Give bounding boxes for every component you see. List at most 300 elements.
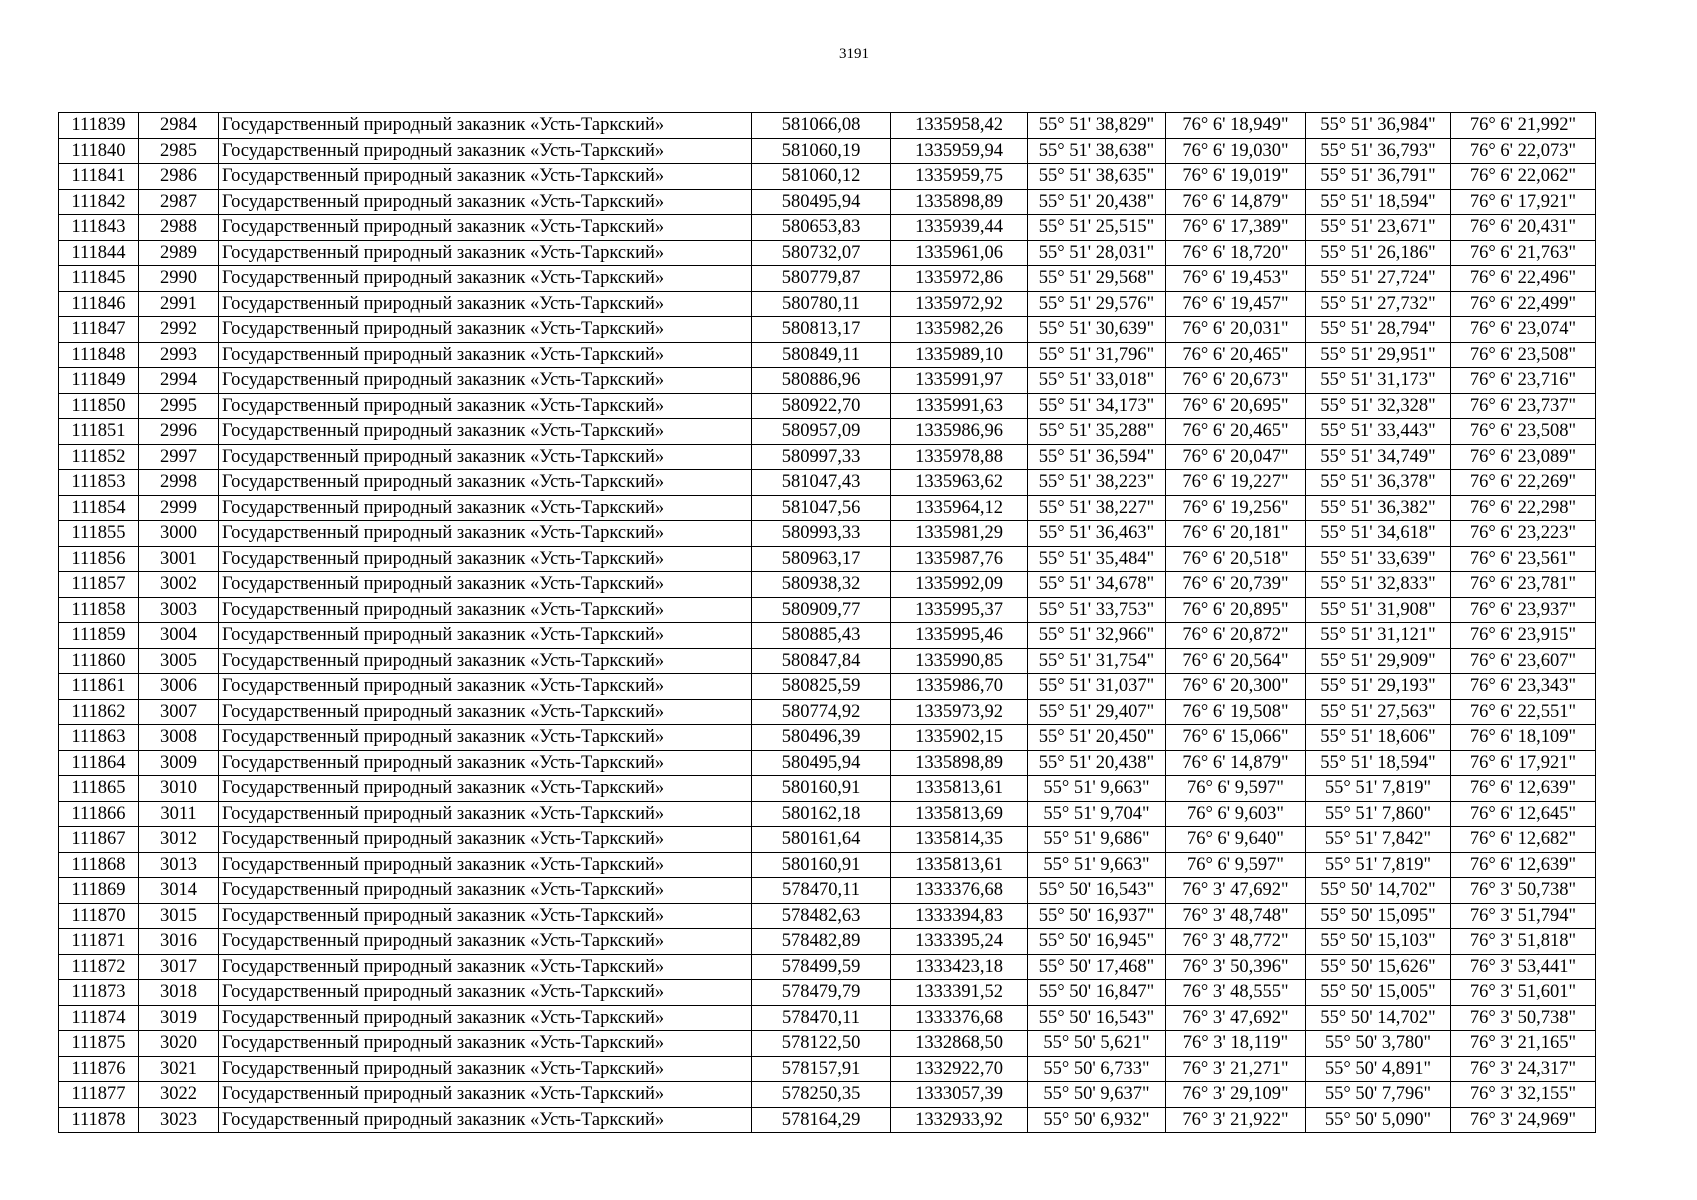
cell-object-id: 111842 bbox=[59, 189, 139, 215]
table-row bbox=[59, 1107, 1596, 1133]
cell-x-coordinate: 578122,50 bbox=[752, 1031, 891, 1057]
cell-latitude-2: 55° 50' 15,005" bbox=[1306, 980, 1451, 1006]
cell-latitude-1: 55° 51' 29,576" bbox=[1028, 291, 1166, 317]
cell-longitude-1: 76° 3' 48,555" bbox=[1166, 980, 1306, 1006]
cell-point-number: 2988 bbox=[139, 215, 219, 241]
table-row bbox=[59, 444, 1596, 470]
cell-object-id: 111859 bbox=[59, 623, 139, 649]
cell-latitude-1: 55° 51' 35,484" bbox=[1028, 546, 1166, 572]
cell-point-number: 3019 bbox=[139, 1005, 219, 1031]
cell-object-name: Государственный природный заказник «Усть-Таркский» bbox=[219, 393, 752, 419]
cell-longitude-2: 76° 6' 17,921" bbox=[1451, 189, 1596, 215]
cell-x-coordinate: 578157,91 bbox=[752, 1056, 891, 1082]
cell-x-coordinate: 581060,12 bbox=[752, 164, 891, 190]
cell-latitude-1: 55° 51' 32,966" bbox=[1028, 623, 1166, 649]
table-row bbox=[59, 138, 1596, 164]
cell-y-coordinate: 1335981,29 bbox=[891, 521, 1028, 547]
cell-latitude-1: 55° 51' 33,018" bbox=[1028, 368, 1166, 394]
table-row bbox=[59, 495, 1596, 521]
cell-y-coordinate: 1335986,96 bbox=[891, 419, 1028, 445]
cell-point-number: 3018 bbox=[139, 980, 219, 1006]
cell-object-name: Государственный природный заказник «Усть-Таркский» bbox=[219, 138, 752, 164]
cell-longitude-2: 76° 6' 23,937" bbox=[1451, 597, 1596, 623]
cell-object-name: Государственный природный заказник «Усть-Таркский» bbox=[219, 113, 752, 139]
cell-latitude-2: 55° 51' 7,819" bbox=[1306, 852, 1451, 878]
cell-point-number: 3015 bbox=[139, 903, 219, 929]
table-row bbox=[59, 393, 1596, 419]
cell-latitude-1: 55° 51' 31,754" bbox=[1028, 648, 1166, 674]
cell-y-coordinate: 1335992,09 bbox=[891, 572, 1028, 598]
cell-longitude-2: 76° 6' 22,499" bbox=[1451, 291, 1596, 317]
cell-object-id: 111857 bbox=[59, 572, 139, 598]
cell-y-coordinate: 1335963,62 bbox=[891, 470, 1028, 496]
cell-latitude-1: 55° 50' 6,733" bbox=[1028, 1056, 1166, 1082]
cell-object-id: 111852 bbox=[59, 444, 139, 470]
cell-x-coordinate: 580161,64 bbox=[752, 827, 891, 853]
cell-latitude-1: 55° 51' 20,438" bbox=[1028, 189, 1166, 215]
cell-latitude-2: 55° 51' 23,671" bbox=[1306, 215, 1451, 241]
cell-point-number: 3013 bbox=[139, 852, 219, 878]
cell-longitude-1: 76° 6' 9,603" bbox=[1166, 801, 1306, 827]
cell-latitude-1: 55° 51' 30,639" bbox=[1028, 317, 1166, 343]
cell-latitude-1: 55° 51' 38,223" bbox=[1028, 470, 1166, 496]
table-row bbox=[59, 1005, 1596, 1031]
cell-object-id: 111864 bbox=[59, 750, 139, 776]
cell-object-name: Государственный природный заказник «Усть-Таркский» bbox=[219, 1107, 752, 1133]
cell-latitude-2: 55° 51' 34,618" bbox=[1306, 521, 1451, 547]
cell-object-name: Государственный природный заказник «Усть-Таркский» bbox=[219, 878, 752, 904]
cell-x-coordinate: 580909,77 bbox=[752, 597, 891, 623]
cell-object-id: 111855 bbox=[59, 521, 139, 547]
cell-point-number: 3011 bbox=[139, 801, 219, 827]
cell-x-coordinate: 580653,83 bbox=[752, 215, 891, 241]
cell-object-id: 111858 bbox=[59, 597, 139, 623]
cell-x-coordinate: 580957,09 bbox=[752, 419, 891, 445]
cell-object-id: 111869 bbox=[59, 878, 139, 904]
cell-point-number: 2984 bbox=[139, 113, 219, 139]
cell-object-id: 111873 bbox=[59, 980, 139, 1006]
cell-longitude-2: 76° 3' 51,601" bbox=[1451, 980, 1596, 1006]
cell-longitude-2: 76° 3' 53,441" bbox=[1451, 954, 1596, 980]
table-row bbox=[59, 1056, 1596, 1082]
cell-object-id: 111854 bbox=[59, 495, 139, 521]
cell-point-number: 3000 bbox=[139, 521, 219, 547]
cell-latitude-1: 55° 51' 34,173" bbox=[1028, 393, 1166, 419]
cell-longitude-2: 76° 3' 24,969" bbox=[1451, 1107, 1596, 1133]
page-number: 3191 bbox=[839, 46, 869, 62]
cell-object-name: Государственный природный заказник «Усть-Таркский» bbox=[219, 1031, 752, 1057]
cell-longitude-2: 76° 6' 23,716" bbox=[1451, 368, 1596, 394]
cell-y-coordinate: 1333376,68 bbox=[891, 1005, 1028, 1031]
table-row bbox=[59, 470, 1596, 496]
cell-object-id: 111870 bbox=[59, 903, 139, 929]
cell-object-name: Государственный природный заказник «Усть-Таркский» bbox=[219, 546, 752, 572]
table-row bbox=[59, 1082, 1596, 1108]
cell-object-id: 111863 bbox=[59, 725, 139, 751]
cell-y-coordinate: 1335902,15 bbox=[891, 725, 1028, 751]
cell-point-number: 2990 bbox=[139, 266, 219, 292]
cell-longitude-2: 76° 6' 23,607" bbox=[1451, 648, 1596, 674]
cell-point-number: 3009 bbox=[139, 750, 219, 776]
cell-point-number: 3010 bbox=[139, 776, 219, 802]
cell-y-coordinate: 1335813,61 bbox=[891, 852, 1028, 878]
cell-longitude-1: 76° 6' 20,518" bbox=[1166, 546, 1306, 572]
cell-y-coordinate: 1335986,70 bbox=[891, 674, 1028, 700]
cell-longitude-1: 76° 6' 20,695" bbox=[1166, 393, 1306, 419]
cell-point-number: 2985 bbox=[139, 138, 219, 164]
table-row bbox=[59, 648, 1596, 674]
cell-latitude-2: 55° 51' 33,639" bbox=[1306, 546, 1451, 572]
cell-point-number: 3002 bbox=[139, 572, 219, 598]
cell-object-name: Государственный природный заказник «Усть-Таркский» bbox=[219, 623, 752, 649]
cell-object-name: Государственный природный заказник «Усть-Таркский» bbox=[219, 852, 752, 878]
cell-latitude-1: 55° 51' 34,678" bbox=[1028, 572, 1166, 598]
cell-x-coordinate: 580779,87 bbox=[752, 266, 891, 292]
cell-point-number: 3012 bbox=[139, 827, 219, 853]
cell-x-coordinate: 580849,11 bbox=[752, 342, 891, 368]
cell-y-coordinate: 1333391,52 bbox=[891, 980, 1028, 1006]
cell-latitude-2: 55° 50' 4,891" bbox=[1306, 1056, 1451, 1082]
cell-longitude-2: 76° 6' 12,645" bbox=[1451, 801, 1596, 827]
cell-longitude-2: 76° 3' 24,317" bbox=[1451, 1056, 1596, 1082]
cell-latitude-2: 55° 51' 36,382" bbox=[1306, 495, 1451, 521]
cell-latitude-1: 55° 50' 16,847" bbox=[1028, 980, 1166, 1006]
cell-object-id: 111849 bbox=[59, 368, 139, 394]
cell-latitude-2: 55° 51' 32,328" bbox=[1306, 393, 1451, 419]
cell-x-coordinate: 578470,11 bbox=[752, 1005, 891, 1031]
cell-longitude-1: 76° 6' 9,597" bbox=[1166, 852, 1306, 878]
cell-longitude-2: 76° 6' 23,561" bbox=[1451, 546, 1596, 572]
cell-longitude-2: 76° 6' 12,639" bbox=[1451, 776, 1596, 802]
cell-object-id: 111848 bbox=[59, 342, 139, 368]
cell-point-number: 2997 bbox=[139, 444, 219, 470]
cell-longitude-1: 76° 3' 18,119" bbox=[1166, 1031, 1306, 1057]
cell-point-number: 3003 bbox=[139, 597, 219, 623]
cell-y-coordinate: 1333394,83 bbox=[891, 903, 1028, 929]
cell-object-name: Государственный природный заказник «Усть-Таркский» bbox=[219, 725, 752, 751]
cell-x-coordinate: 581060,19 bbox=[752, 138, 891, 164]
table-row bbox=[59, 852, 1596, 878]
cell-object-id: 111861 bbox=[59, 674, 139, 700]
cell-longitude-1: 76° 6' 20,872" bbox=[1166, 623, 1306, 649]
cell-longitude-1: 76° 6' 20,047" bbox=[1166, 444, 1306, 470]
cell-object-name: Государственный природный заказник «Усть-Таркский» bbox=[219, 495, 752, 521]
cell-object-name: Государственный природный заказник «Усть-Таркский» bbox=[219, 648, 752, 674]
cell-x-coordinate: 580886,96 bbox=[752, 368, 891, 394]
cell-x-coordinate: 580922,70 bbox=[752, 393, 891, 419]
table-row bbox=[59, 164, 1596, 190]
cell-latitude-1: 55° 51' 36,594" bbox=[1028, 444, 1166, 470]
table-row bbox=[59, 1031, 1596, 1057]
cell-latitude-2: 55° 51' 33,443" bbox=[1306, 419, 1451, 445]
cell-longitude-2: 76° 6' 23,737" bbox=[1451, 393, 1596, 419]
table-row bbox=[59, 954, 1596, 980]
cell-longitude-2: 76° 6' 22,073" bbox=[1451, 138, 1596, 164]
cell-point-number: 3006 bbox=[139, 674, 219, 700]
cell-object-id: 111871 bbox=[59, 929, 139, 955]
cell-y-coordinate: 1335982,26 bbox=[891, 317, 1028, 343]
cell-latitude-1: 55° 51' 38,635" bbox=[1028, 164, 1166, 190]
cell-y-coordinate: 1335898,89 bbox=[891, 189, 1028, 215]
cell-y-coordinate: 1335978,88 bbox=[891, 444, 1028, 470]
cell-object-id: 111856 bbox=[59, 546, 139, 572]
cell-x-coordinate: 580496,39 bbox=[752, 725, 891, 751]
cell-object-name: Государственный природный заказник «Усть-Таркский» bbox=[219, 929, 752, 955]
cell-object-name: Государственный природный заказник «Усть-Таркский» bbox=[219, 674, 752, 700]
cell-longitude-2: 76° 6' 21,763" bbox=[1451, 240, 1596, 266]
cell-point-number: 2994 bbox=[139, 368, 219, 394]
coordinates-table bbox=[58, 112, 1596, 1133]
cell-object-name: Государственный природный заказник «Усть-Таркский» bbox=[219, 342, 752, 368]
cell-y-coordinate: 1333423,18 bbox=[891, 954, 1028, 980]
cell-latitude-2: 55° 51' 28,794" bbox=[1306, 317, 1451, 343]
cell-y-coordinate: 1332933,92 bbox=[891, 1107, 1028, 1133]
cell-x-coordinate: 580938,32 bbox=[752, 572, 891, 598]
cell-longitude-2: 76° 6' 22,269" bbox=[1451, 470, 1596, 496]
cell-object-id: 111860 bbox=[59, 648, 139, 674]
cell-latitude-2: 55° 50' 15,095" bbox=[1306, 903, 1451, 929]
cell-object-name: Государственный природный заказник «Усть-Таркский» bbox=[219, 521, 752, 547]
cell-longitude-2: 76° 6' 23,781" bbox=[1451, 572, 1596, 598]
cell-longitude-2: 76° 6' 12,639" bbox=[1451, 852, 1596, 878]
cell-longitude-2: 76° 3' 51,794" bbox=[1451, 903, 1596, 929]
cell-longitude-1: 76° 3' 50,396" bbox=[1166, 954, 1306, 980]
cell-longitude-1: 76° 6' 14,879" bbox=[1166, 189, 1306, 215]
cell-object-id: 111840 bbox=[59, 138, 139, 164]
cell-longitude-1: 76° 6' 20,181" bbox=[1166, 521, 1306, 547]
cell-latitude-1: 55° 51' 20,438" bbox=[1028, 750, 1166, 776]
cell-object-name: Государственный природный заказник «Усть-Таркский» bbox=[219, 1056, 752, 1082]
cell-longitude-1: 76° 3' 29,109" bbox=[1166, 1082, 1306, 1108]
table-row bbox=[59, 801, 1596, 827]
cell-object-name: Государственный природный заказник «Усть-Таркский» bbox=[219, 215, 752, 241]
table-row bbox=[59, 521, 1596, 547]
cell-y-coordinate: 1333395,24 bbox=[891, 929, 1028, 955]
cell-longitude-1: 76° 3' 21,922" bbox=[1166, 1107, 1306, 1133]
cell-point-number: 2996 bbox=[139, 419, 219, 445]
cell-x-coordinate: 578470,11 bbox=[752, 878, 891, 904]
cell-point-number: 2993 bbox=[139, 342, 219, 368]
cell-object-name: Государственный природный заказник «Усть-Таркский» bbox=[219, 1082, 752, 1108]
cell-longitude-2: 76° 6' 17,921" bbox=[1451, 750, 1596, 776]
cell-longitude-2: 76° 6' 23,089" bbox=[1451, 444, 1596, 470]
cell-latitude-2: 55° 51' 31,173" bbox=[1306, 368, 1451, 394]
cell-object-name: Государственный природный заказник «Усть-Таркский» bbox=[219, 750, 752, 776]
table-row bbox=[59, 240, 1596, 266]
cell-latitude-1: 55° 51' 38,638" bbox=[1028, 138, 1166, 164]
cell-x-coordinate: 580825,59 bbox=[752, 674, 891, 700]
cell-object-id: 111851 bbox=[59, 419, 139, 445]
cell-object-name: Государственный природный заказник «Усть-Таркский» bbox=[219, 954, 752, 980]
cell-point-number: 3014 bbox=[139, 878, 219, 904]
cell-x-coordinate: 578164,29 bbox=[752, 1107, 891, 1133]
cell-longitude-1: 76° 3' 48,772" bbox=[1166, 929, 1306, 955]
cell-longitude-1: 76° 3' 21,271" bbox=[1166, 1056, 1306, 1082]
cell-object-id: 111847 bbox=[59, 317, 139, 343]
cell-latitude-2: 55° 51' 29,193" bbox=[1306, 674, 1451, 700]
cell-object-id: 111845 bbox=[59, 266, 139, 292]
cell-longitude-1: 76° 3' 47,692" bbox=[1166, 878, 1306, 904]
cell-latitude-1: 55° 51' 29,407" bbox=[1028, 699, 1166, 725]
cell-latitude-1: 55° 50' 9,637" bbox=[1028, 1082, 1166, 1108]
cell-latitude-1: 55° 51' 25,515" bbox=[1028, 215, 1166, 241]
table-row bbox=[59, 903, 1596, 929]
cell-x-coordinate: 578482,89 bbox=[752, 929, 891, 955]
cell-latitude-2: 55° 51' 34,749" bbox=[1306, 444, 1451, 470]
cell-longitude-2: 76° 3' 50,738" bbox=[1451, 878, 1596, 904]
cell-object-id: 111878 bbox=[59, 1107, 139, 1133]
cell-latitude-2: 55° 50' 5,090" bbox=[1306, 1107, 1451, 1133]
cell-longitude-1: 76° 6' 19,227" bbox=[1166, 470, 1306, 496]
cell-latitude-1: 55° 51' 9,686" bbox=[1028, 827, 1166, 853]
table-row bbox=[59, 699, 1596, 725]
cell-longitude-2: 76° 6' 18,109" bbox=[1451, 725, 1596, 751]
cell-latitude-2: 55° 51' 36,378" bbox=[1306, 470, 1451, 496]
cell-latitude-2: 55° 51' 36,793" bbox=[1306, 138, 1451, 164]
cell-x-coordinate: 581047,56 bbox=[752, 495, 891, 521]
cell-object-id: 111862 bbox=[59, 699, 139, 725]
cell-object-name: Государственный природный заказник «Усть-Таркский» bbox=[219, 980, 752, 1006]
cell-object-id: 111875 bbox=[59, 1031, 139, 1057]
table-row bbox=[59, 419, 1596, 445]
cell-latitude-2: 55° 51' 7,860" bbox=[1306, 801, 1451, 827]
table-row bbox=[59, 878, 1596, 904]
cell-latitude-2: 55° 51' 7,819" bbox=[1306, 776, 1451, 802]
cell-object-id: 111846 bbox=[59, 291, 139, 317]
cell-longitude-1: 76° 6' 19,030" bbox=[1166, 138, 1306, 164]
cell-point-number: 2999 bbox=[139, 495, 219, 521]
cell-latitude-1: 55° 51' 38,829" bbox=[1028, 113, 1166, 139]
cell-y-coordinate: 1335972,86 bbox=[891, 266, 1028, 292]
cell-longitude-1: 76° 6' 15,066" bbox=[1166, 725, 1306, 751]
cell-object-name: Государственный природный заказник «Усть-Таркский» bbox=[219, 776, 752, 802]
cell-longitude-2: 76° 6' 22,062" bbox=[1451, 164, 1596, 190]
cell-object-name: Государственный природный заказник «Усть-Таркский» bbox=[219, 240, 752, 266]
cell-longitude-2: 76° 3' 51,818" bbox=[1451, 929, 1596, 955]
cell-y-coordinate: 1335972,92 bbox=[891, 291, 1028, 317]
cell-object-name: Государственный природный заказник «Усть-Таркский» bbox=[219, 1005, 752, 1031]
cell-point-number: 3008 bbox=[139, 725, 219, 751]
cell-longitude-2: 76° 6' 12,682" bbox=[1451, 827, 1596, 853]
cell-y-coordinate: 1335973,92 bbox=[891, 699, 1028, 725]
cell-object-name: Государственный природный заказник «Усть-Таркский» bbox=[219, 419, 752, 445]
cell-object-name: Государственный природный заказник «Усть-Таркский» bbox=[219, 699, 752, 725]
cell-longitude-1: 76° 6' 17,389" bbox=[1166, 215, 1306, 241]
cell-longitude-1: 76° 6' 19,019" bbox=[1166, 164, 1306, 190]
table-row bbox=[59, 827, 1596, 853]
cell-y-coordinate: 1335991,97 bbox=[891, 368, 1028, 394]
cell-y-coordinate: 1335813,69 bbox=[891, 801, 1028, 827]
cell-latitude-1: 55° 50' 16,543" bbox=[1028, 1005, 1166, 1031]
cell-x-coordinate: 578479,79 bbox=[752, 980, 891, 1006]
cell-latitude-1: 55° 51' 31,796" bbox=[1028, 342, 1166, 368]
cell-object-name: Государственный природный заказник «Усть-Таркский» bbox=[219, 572, 752, 598]
cell-object-id: 111876 bbox=[59, 1056, 139, 1082]
cell-latitude-1: 55° 50' 16,937" bbox=[1028, 903, 1166, 929]
cell-x-coordinate: 581047,43 bbox=[752, 470, 891, 496]
cell-x-coordinate: 580774,92 bbox=[752, 699, 891, 725]
cell-latitude-2: 55° 51' 27,732" bbox=[1306, 291, 1451, 317]
cell-point-number: 3022 bbox=[139, 1082, 219, 1108]
table-row bbox=[59, 725, 1596, 751]
cell-object-id: 111850 bbox=[59, 393, 139, 419]
cell-x-coordinate: 578499,59 bbox=[752, 954, 891, 980]
cell-y-coordinate: 1335939,44 bbox=[891, 215, 1028, 241]
cell-x-coordinate: 580160,91 bbox=[752, 852, 891, 878]
cell-latitude-2: 55° 51' 31,908" bbox=[1306, 597, 1451, 623]
cell-y-coordinate: 1333057,39 bbox=[891, 1082, 1028, 1108]
cell-longitude-2: 76° 6' 23,915" bbox=[1451, 623, 1596, 649]
cell-latitude-2: 55° 51' 7,842" bbox=[1306, 827, 1451, 853]
cell-object-id: 111877 bbox=[59, 1082, 139, 1108]
cell-latitude-1: 55° 51' 9,663" bbox=[1028, 852, 1166, 878]
cell-point-number: 3021 bbox=[139, 1056, 219, 1082]
cell-y-coordinate: 1333376,68 bbox=[891, 878, 1028, 904]
cell-x-coordinate: 580997,33 bbox=[752, 444, 891, 470]
cell-latitude-2: 55° 51' 26,186" bbox=[1306, 240, 1451, 266]
cell-y-coordinate: 1335959,75 bbox=[891, 164, 1028, 190]
cell-point-number: 3017 bbox=[139, 954, 219, 980]
cell-y-coordinate: 1335959,94 bbox=[891, 138, 1028, 164]
cell-x-coordinate: 580963,17 bbox=[752, 546, 891, 572]
cell-x-coordinate: 581066,08 bbox=[752, 113, 891, 139]
table-row bbox=[59, 317, 1596, 343]
cell-latitude-1: 55° 51' 35,288" bbox=[1028, 419, 1166, 445]
cell-latitude-2: 55° 50' 7,796" bbox=[1306, 1082, 1451, 1108]
cell-latitude-1: 55° 50' 16,543" bbox=[1028, 878, 1166, 904]
cell-latitude-2: 55° 51' 36,791" bbox=[1306, 164, 1451, 190]
cell-latitude-1: 55° 51' 33,753" bbox=[1028, 597, 1166, 623]
cell-y-coordinate: 1335813,61 bbox=[891, 776, 1028, 802]
cell-x-coordinate: 580495,94 bbox=[752, 750, 891, 776]
cell-y-coordinate: 1335990,85 bbox=[891, 648, 1028, 674]
cell-longitude-1: 76° 6' 20,895" bbox=[1166, 597, 1306, 623]
cell-latitude-1: 55° 51' 38,227" bbox=[1028, 495, 1166, 521]
cell-object-name: Государственный природный заказник «Усть-Таркский» bbox=[219, 470, 752, 496]
table-row bbox=[59, 291, 1596, 317]
cell-longitude-2: 76° 6' 23,223" bbox=[1451, 521, 1596, 547]
cell-latitude-1: 55° 51' 29,568" bbox=[1028, 266, 1166, 292]
table-row bbox=[59, 215, 1596, 241]
cell-longitude-1: 76° 6' 19,256" bbox=[1166, 495, 1306, 521]
cell-latitude-1: 55° 51' 9,704" bbox=[1028, 801, 1166, 827]
cell-x-coordinate: 578250,35 bbox=[752, 1082, 891, 1108]
cell-y-coordinate: 1335989,10 bbox=[891, 342, 1028, 368]
table-row bbox=[59, 572, 1596, 598]
cell-object-id: 111853 bbox=[59, 470, 139, 496]
cell-latitude-2: 55° 50' 15,626" bbox=[1306, 954, 1451, 980]
cell-object-id: 111874 bbox=[59, 1005, 139, 1031]
cell-latitude-1: 55° 50' 16,945" bbox=[1028, 929, 1166, 955]
cell-longitude-2: 76° 3' 50,738" bbox=[1451, 1005, 1596, 1031]
cell-y-coordinate: 1335964,12 bbox=[891, 495, 1028, 521]
cell-object-id: 111841 bbox=[59, 164, 139, 190]
cell-latitude-1: 55° 50' 5,621" bbox=[1028, 1031, 1166, 1057]
cell-latitude-2: 55° 51' 32,833" bbox=[1306, 572, 1451, 598]
cell-latitude-2: 55° 50' 14,702" bbox=[1306, 1005, 1451, 1031]
cell-x-coordinate: 580993,33 bbox=[752, 521, 891, 547]
cell-object-name: Государственный природный заказник «Усть-Таркский» bbox=[219, 266, 752, 292]
cell-longitude-1: 76° 3' 47,692" bbox=[1166, 1005, 1306, 1031]
cell-point-number: 2998 bbox=[139, 470, 219, 496]
cell-longitude-1: 76° 6' 18,720" bbox=[1166, 240, 1306, 266]
cell-y-coordinate: 1332922,70 bbox=[891, 1056, 1028, 1082]
cell-object-id: 111872 bbox=[59, 954, 139, 980]
cell-latitude-2: 55° 51' 27,563" bbox=[1306, 699, 1451, 725]
cell-latitude-2: 55° 51' 31,121" bbox=[1306, 623, 1451, 649]
table-row bbox=[59, 342, 1596, 368]
cell-longitude-2: 76° 6' 23,508" bbox=[1451, 419, 1596, 445]
